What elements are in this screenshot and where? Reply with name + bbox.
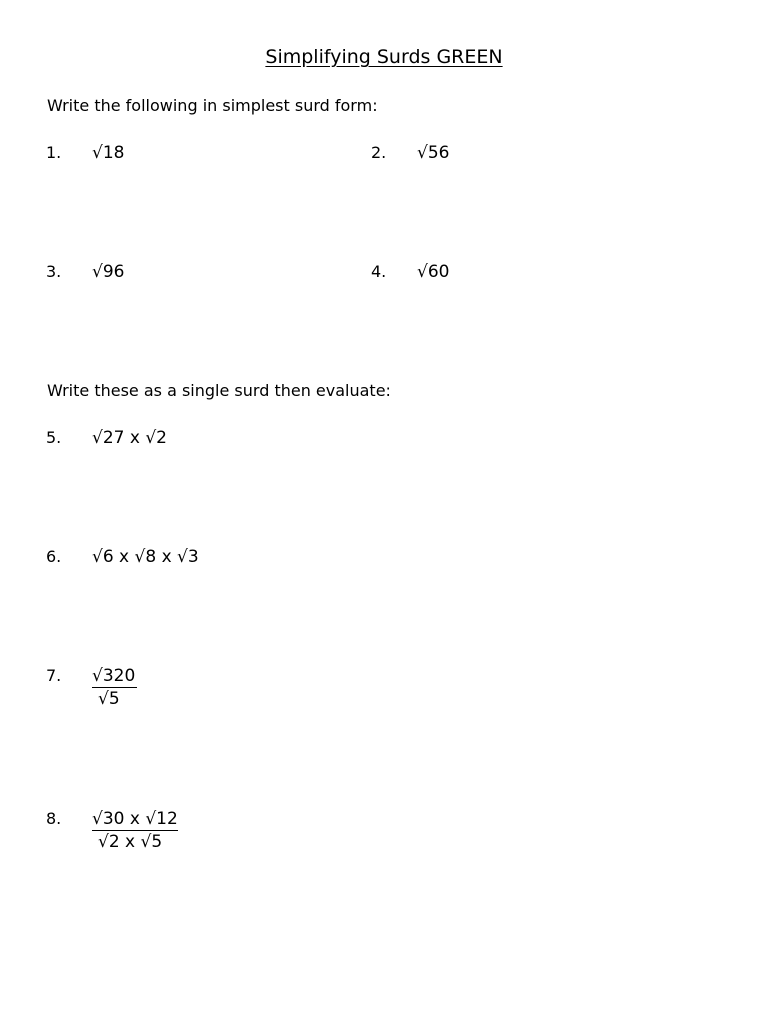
- question-expression: √60: [417, 262, 450, 282]
- question-number: 8.: [46, 809, 62, 828]
- fraction-denominator: √5: [98, 689, 120, 709]
- question-expression: √56: [417, 143, 450, 163]
- page-title: [0, 48, 768, 67]
- section2-instruction: Write these as a single surd then evaluate:: [47, 381, 391, 400]
- question-expression: √18: [92, 143, 125, 163]
- question-number: 1.: [46, 143, 62, 162]
- question-number: 7.: [46, 666, 62, 685]
- question-number: 5.: [46, 428, 62, 447]
- fraction-denominator: √2 x √5: [98, 832, 163, 852]
- question-expression: √6 x √8 x √3: [92, 547, 199, 567]
- question-expression: √27 x √2: [92, 428, 167, 448]
- question-expression: √96: [92, 262, 125, 282]
- section1-instruction: Write the following in simplest surd form:: [47, 96, 378, 115]
- page-title-text: Simplifying Surds GREEN: [265, 46, 503, 68]
- question-number: 3.: [46, 262, 62, 281]
- question-number: 2.: [371, 143, 387, 162]
- question-number: 4.: [371, 262, 387, 281]
- fraction-numerator: √30 x √12: [92, 809, 178, 829]
- question-number: 6.: [46, 547, 62, 566]
- fraction-numerator: √320: [92, 666, 136, 686]
